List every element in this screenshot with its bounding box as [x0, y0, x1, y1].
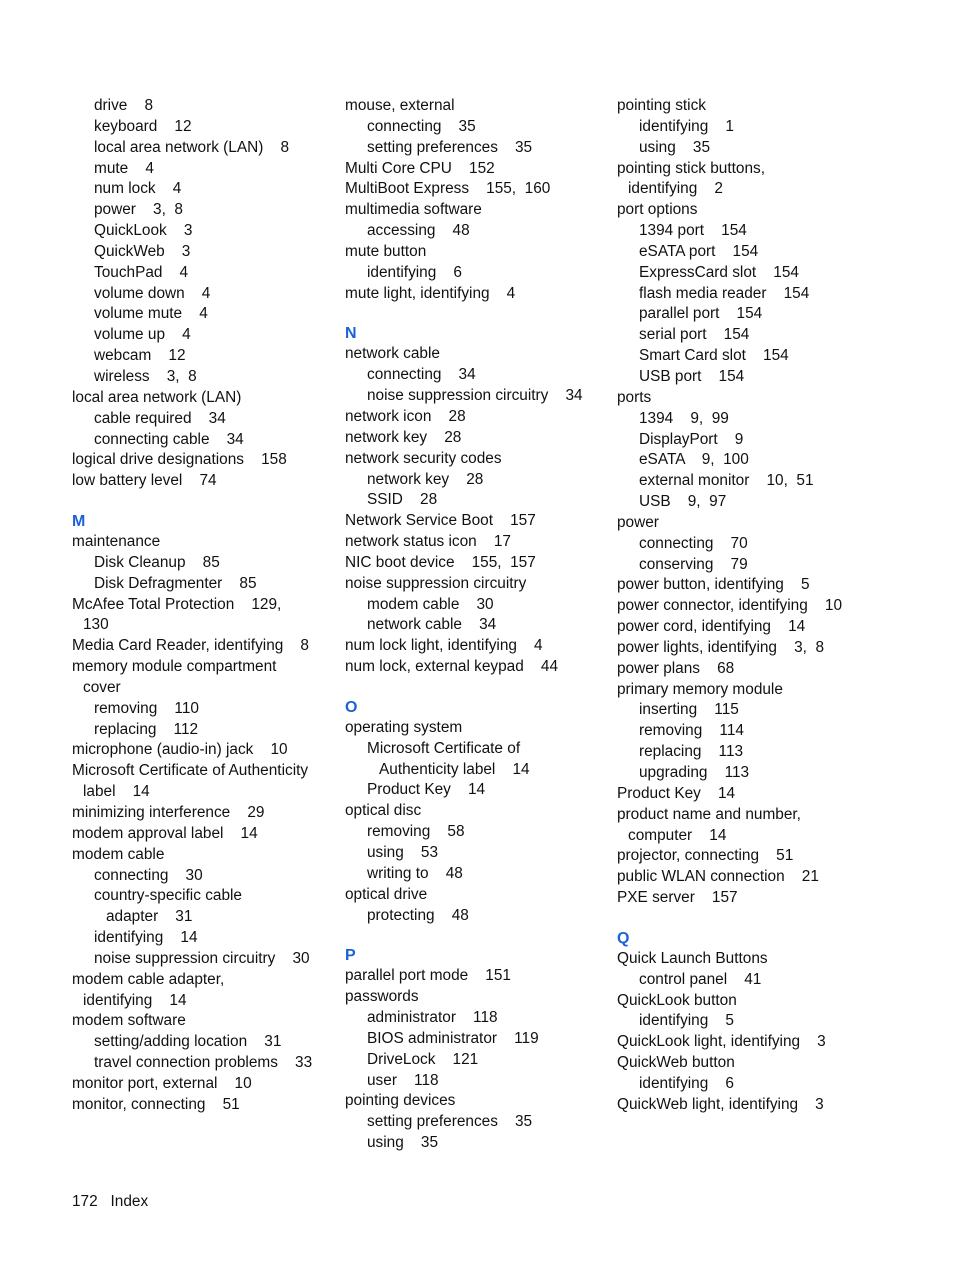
index-subentry: Disk Defragmenter 85 — [94, 574, 257, 592]
index-entry: modem software — [72, 1012, 186, 1030]
index-entry: power plans 68 — [617, 659, 735, 677]
index-subentry: using 35 — [367, 1134, 439, 1152]
index-subentry: USB port 154 — [639, 367, 745, 385]
index-subentry: using 53 — [367, 844, 439, 861]
index-subentry: identifying 14 — [94, 929, 198, 947]
index-entry: mouse, external — [345, 97, 455, 114]
index-entry: pointing stick buttons, — [617, 159, 766, 177]
index-subentry: replacing 112 — [94, 720, 199, 738]
index-entry: modem cable — [72, 845, 165, 863]
index-entry: parallel port mode 151 — [345, 967, 511, 985]
index-entry: network key 28 — [345, 428, 462, 446]
index-subentry: country-specific cable — [94, 887, 242, 905]
index-entry-continuation: 130 — [83, 616, 109, 634]
index-subentry: protecting 48 — [367, 906, 469, 924]
index-entry: PXE server 157 — [617, 889, 738, 907]
index-entry: minimizing interference 29 — [72, 804, 265, 821]
index-entry: local area network (LAN) — [72, 388, 242, 406]
index-subentry: user 118 — [367, 1071, 439, 1089]
index-entry: network security codes — [345, 449, 502, 467]
index-subentry: connecting 70 — [639, 534, 748, 552]
index-entry: memory module compartment — [72, 658, 277, 676]
index-entry: multimedia software — [345, 201, 482, 219]
index-subentry: webcam 12 — [94, 347, 186, 365]
index-subentry: external monitor 10, 51 — [639, 472, 814, 490]
index-entry: network status icon 17 — [345, 533, 511, 551]
page-number: 172 — [72, 1193, 98, 1210]
index-entry: power lights, identifying 3, 8 — [617, 638, 825, 656]
index-subentry: accessing 48 — [367, 222, 470, 240]
index-subentry: DisplayPort 9 — [639, 430, 744, 448]
index-subentry: 1394 port 154 — [639, 222, 747, 240]
index-subentry: 1394 9, 99 — [639, 409, 729, 427]
index-subentry: connecting 30 — [94, 866, 203, 884]
index-subentry: identifying 1 — [639, 117, 734, 135]
index-letter-heading: N — [345, 325, 357, 343]
index-subentry: keyboard 12 — [94, 117, 192, 135]
index-column-2 — [345, 96, 607, 1154]
index-letter-heading: P — [345, 947, 356, 965]
index-entry: power connector, identifying 10 — [617, 597, 843, 615]
index-subentry: setting preferences 35 — [367, 138, 533, 156]
index-subentry: noise suppression circuitry 30 — [94, 949, 310, 967]
index-entry: network icon 28 — [345, 407, 466, 425]
index-subentry: identifying 5 — [639, 1012, 734, 1030]
footer-section-label: Index — [110, 1193, 149, 1210]
index-subentry: Disk Cleanup 85 — [94, 553, 220, 571]
index-subentry: ExpressCard slot 154 — [639, 263, 799, 281]
index-column-3 — [617, 96, 879, 1116]
index-entry: operating system — [345, 718, 463, 736]
index-entry: Media Card Reader, identifying 8 — [72, 637, 309, 655]
index-subentry: removing 110 — [94, 699, 199, 717]
index-entry: ports — [617, 388, 652, 406]
index-entry: logical drive designations 158 — [72, 451, 287, 469]
index-entry: maintenance — [72, 533, 161, 551]
index-entry: McAfee Total Protection 129, — [72, 595, 282, 613]
index-entry: QuickLook light, identifying 3 — [617, 1033, 826, 1051]
index-subentry: TouchPad 4 — [94, 263, 189, 281]
index-entry: low battery level 74 — [72, 472, 217, 490]
index-entry: Network Service Boot 157 — [345, 512, 536, 530]
index-subentry: setting/adding location 31 — [94, 1033, 282, 1051]
index-column-1 — [72, 96, 334, 1116]
index-letter-heading: O — [345, 698, 358, 716]
index-entry: monitor port, external 10 — [72, 1074, 252, 1092]
index-entry: public WLAN connection 21 — [617, 868, 819, 886]
index-subentry: power 3, 8 — [94, 201, 183, 219]
index-letter-heading: Q — [617, 929, 630, 947]
index-entry: Product Key 14 — [617, 784, 736, 802]
index-subentry: conserving 79 — [639, 555, 748, 573]
index-entry: projector, connecting 51 — [617, 847, 794, 865]
index-entry: power cord, identifying 14 — [617, 618, 806, 636]
index-subentry: wireless 3, 8 — [94, 367, 197, 385]
index-entry: modem approval label 14 — [72, 824, 258, 842]
index-subentry: writing to 48 — [367, 864, 463, 882]
index-subentry: inserting 115 — [639, 701, 739, 719]
index-entry: QuickWeb button — [617, 1054, 735, 1072]
index-entry: MultiBoot Express 155, 160 — [345, 180, 551, 198]
index-subentry: setting preferences 35 — [367, 1113, 533, 1131]
index-subentry: flash media reader 154 — [639, 284, 810, 302]
index-entry-continuation: label 14 — [83, 783, 150, 801]
index-entry: QuickWeb light, identifying 3 — [617, 1095, 824, 1113]
index-subentry: connecting 35 — [367, 117, 476, 135]
index-entry: port options — [617, 201, 698, 219]
index-subentry: identifying 6 — [367, 263, 462, 281]
index-entry: modem cable adapter, — [72, 970, 225, 988]
index-subentry: connecting 34 — [367, 366, 476, 384]
index-entry: QuickLook button — [617, 991, 737, 1009]
index-entry: Quick Launch Buttons — [617, 949, 768, 967]
index-subentry: eSATA 9, 100 — [639, 451, 749, 469]
index-entry: network cable — [345, 345, 440, 363]
index-subentry: network cable 34 — [367, 616, 497, 634]
index-subentry: removing 58 — [367, 823, 465, 841]
index-subentry: BIOS administrator 119 — [367, 1029, 539, 1047]
index-subentry: SSID 28 — [367, 491, 438, 509]
index-subentry: network key 28 — [367, 470, 484, 488]
index-entry-continuation: identifying 2 — [628, 180, 723, 198]
index-entry: NIC boot device 155, 157 — [345, 553, 536, 571]
index-subentry: parallel port 154 — [639, 305, 763, 323]
index-subentry: USB 9, 97 — [639, 493, 727, 511]
index-entry: product name and number, — [617, 805, 801, 823]
index-subentry: Smart Card slot 154 — [639, 347, 789, 365]
index-subentry: removing 114 — [639, 722, 744, 740]
index-subentry: volume up 4 — [94, 326, 191, 344]
index-subentry: QuickLook 3 — [94, 222, 193, 240]
index-subentry: eSATA port 154 — [639, 242, 759, 260]
index-entry: noise suppression circuitry — [345, 574, 527, 592]
index-subentry: Product Key 14 — [367, 781, 486, 799]
index-subentry: travel connection problems 33 — [94, 1054, 313, 1072]
index-entry: monitor, connecting 51 — [72, 1095, 240, 1113]
index-entry: passwords — [345, 988, 419, 1006]
index-entry: primary memory module — [617, 680, 783, 698]
index-subentry: upgrading 113 — [639, 764, 750, 781]
index-subentry: identifying 6 — [639, 1074, 734, 1092]
index-entry: num lock light, identifying 4 — [345, 637, 543, 655]
index-subentry: drive 8 — [94, 97, 154, 114]
index-subentry: Microsoft Certificate of — [367, 739, 521, 757]
index-entry-continuation: identifying 14 — [83, 991, 187, 1009]
index-entry: mute button — [345, 242, 427, 260]
index-entry: optical drive — [345, 885, 428, 903]
index-subentry: mute 4 — [94, 159, 154, 177]
index-subentry: modem cable 30 — [367, 595, 494, 613]
index-subentry: local area network (LAN) 8 — [94, 138, 290, 156]
index-entry: mute light, identifying 4 — [345, 284, 516, 302]
index-entry: pointing devices — [345, 1092, 456, 1110]
index-entry: power — [617, 513, 659, 531]
index-subentry: DriveLock 121 — [367, 1050, 479, 1068]
index-letter-heading: M — [72, 513, 86, 531]
index-subentry: noise suppression circuitry 34 — [367, 387, 583, 405]
index-subentry: volume down 4 — [94, 284, 211, 302]
index-entry: Multi Core CPU 152 — [345, 159, 495, 177]
index-subentry: control panel 41 — [639, 970, 762, 988]
index-entry: num lock, external keypad 44 — [345, 658, 559, 676]
index-entry-continuation: adapter 31 — [106, 908, 193, 926]
index-entry: power button, identifying 5 — [617, 576, 810, 594]
index-entry: microphone (audio-in) jack 10 — [72, 741, 288, 759]
index-subentry: using 35 — [639, 138, 711, 156]
index-entry-continuation: cover — [83, 678, 121, 696]
index-entry: pointing stick — [617, 97, 706, 114]
index-entry: optical disc — [345, 802, 422, 820]
index-entry: Microsoft Certificate of Authenticity — [72, 762, 309, 780]
index-subentry: cable required 34 — [94, 409, 226, 427]
index-entry-continuation: Authenticity label 14 — [379, 760, 530, 778]
index-subentry: QuickWeb 3 — [94, 242, 191, 260]
index-entry-continuation: computer 14 — [628, 826, 727, 844]
index-subentry: volume mute 4 — [94, 305, 208, 323]
index-subentry: replacing 113 — [639, 743, 744, 761]
page-footer — [72, 1192, 148, 1212]
index-subentry: connecting cable 34 — [94, 430, 244, 448]
index-subentry: administrator 118 — [367, 1009, 498, 1027]
index-subentry: num lock 4 — [94, 180, 182, 198]
index-subentry: serial port 154 — [639, 326, 750, 344]
